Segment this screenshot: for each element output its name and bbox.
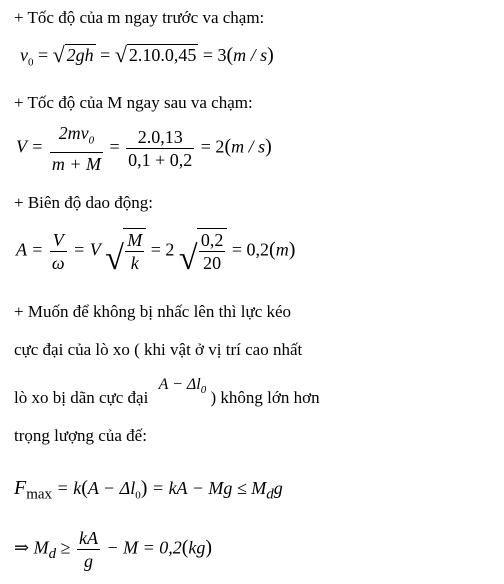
eq5-rest: − M = 0,2 [106,537,182,558]
eq2-frac-1 [50,122,103,175]
eq2-unit: m / s [231,136,266,157]
equation-Md: ⇒ $M_d$ ≥ $\frac{kA}{g}$ − M = 0,2(kg) [14,528,213,571]
eq2-den1: m + M [51,153,101,174]
text-line-6a: lò xo bị dãn cực đại [14,388,149,407]
eq5-ge: ≥ [60,537,71,558]
eq5-arrow: ⇒ M [14,537,49,558]
eq5-unit: kg [188,537,206,558]
text-line-5: cực đại của lò xo ( khi vật ở vị trí cao nhất [14,340,303,359]
eq1-sqrt-2: √ 2.10.0,45 [114,42,197,67]
eq3-mid2: = 2 [150,239,175,260]
eq3-sq-num: M [127,230,143,250]
eq2-num1-sub: 0 [88,134,95,147]
eq1-sqrt-1: √ 2gh [52,42,94,67]
eq5-frac [77,527,100,572]
eq5-num: kA [78,528,98,548]
eq3-sq2-num: 0,2 [200,230,224,250]
eq4-lhs-sub: max [26,486,53,503]
eq4-m-sub: d [266,486,274,503]
eq3-lhs: A = [16,239,44,260]
eq2-frac-2 [126,126,194,171]
equation-v0: $v_0$ = √ 2gh = √ 2.10.0,45 = 3(m / s) [20,42,274,69]
text-line-4: + Muốn để không bị nhấc lên thì lực kéo [14,302,292,321]
eq1-lhs: v [20,45,28,65]
eq5-den: g [83,551,93,571]
eq2-num1: 2mv [58,123,89,143]
eq1-result: = 3 [202,45,227,65]
eq4-lhs: F [14,477,27,499]
text-line-7: trọng lượng của đế: [14,426,147,445]
eq3-frac-1 [50,229,67,274]
eq3-num1: V [50,229,67,252]
eq1-lhs-sub: 0 [28,56,34,69]
eq1-rad1: 2gh [66,45,94,65]
inline-formula [158,376,207,397]
eq3-result: = 0,2 [231,239,270,260]
inline-formula-text: A − Δl [158,376,201,393]
eq2-lhs: V = [16,136,44,157]
equation-Fmax: $F_{max} = k(A - \Delta l_0)$ = kA − $Mg \le M_dg$ [14,477,283,503]
eq3-mid: = V [73,239,101,260]
eq2-den2: 0,1 + 0,2 [128,149,193,170]
eq3-sqrt-1: √ $\frac{M}{k}$ [105,228,146,274]
eq4-tail: g [273,478,283,498]
inline-formula-sub: 0 [200,384,207,397]
eq5-m-sub: d [48,546,57,563]
eq4-part1: = k [56,478,82,498]
text-line-2: + Tốc độ của M ngay sau va chạm: [14,93,253,112]
eq1-rad2: 2.10.0,45 [128,45,197,65]
eq4-part2: = kA − Mg ≤ M [151,478,267,498]
eq4-paren-sub: 0 [135,489,141,502]
eq3-den1: ω [51,253,65,273]
equation-A: A = $\frac{V}{\omega}$ = V √ $\frac{M}{k}$ = 2 √ $\frac{0,2}{20}$ = 0,2(m) [16,230,296,277]
text-line-3: + Biên độ dao động: [14,193,153,212]
eq2-num2: 2.0,13 [126,126,194,149]
eq3-unit: m [275,239,289,260]
eq1-unit: m / s [233,45,268,65]
eq3-sq2-den: 20 [203,253,222,273]
eq3-sq-den: k [130,253,139,273]
eq2-result: = 2 [200,136,225,157]
eq4-paren: A − Δl [87,478,136,498]
eq3-sqrt-2: √ $\frac{0,2}{20}$ [179,228,228,274]
equation-V: V = $\frac{2mv_0}{m + M}$ = $\frac{2.0,13}{0,1 + 0,2}$ = 2(m / s) [16,123,272,174]
text-line-6b: ) không lớn hơn [210,388,320,407]
text-line-1: + Tốc độ của m ngay trước va chạm: [14,8,265,27]
